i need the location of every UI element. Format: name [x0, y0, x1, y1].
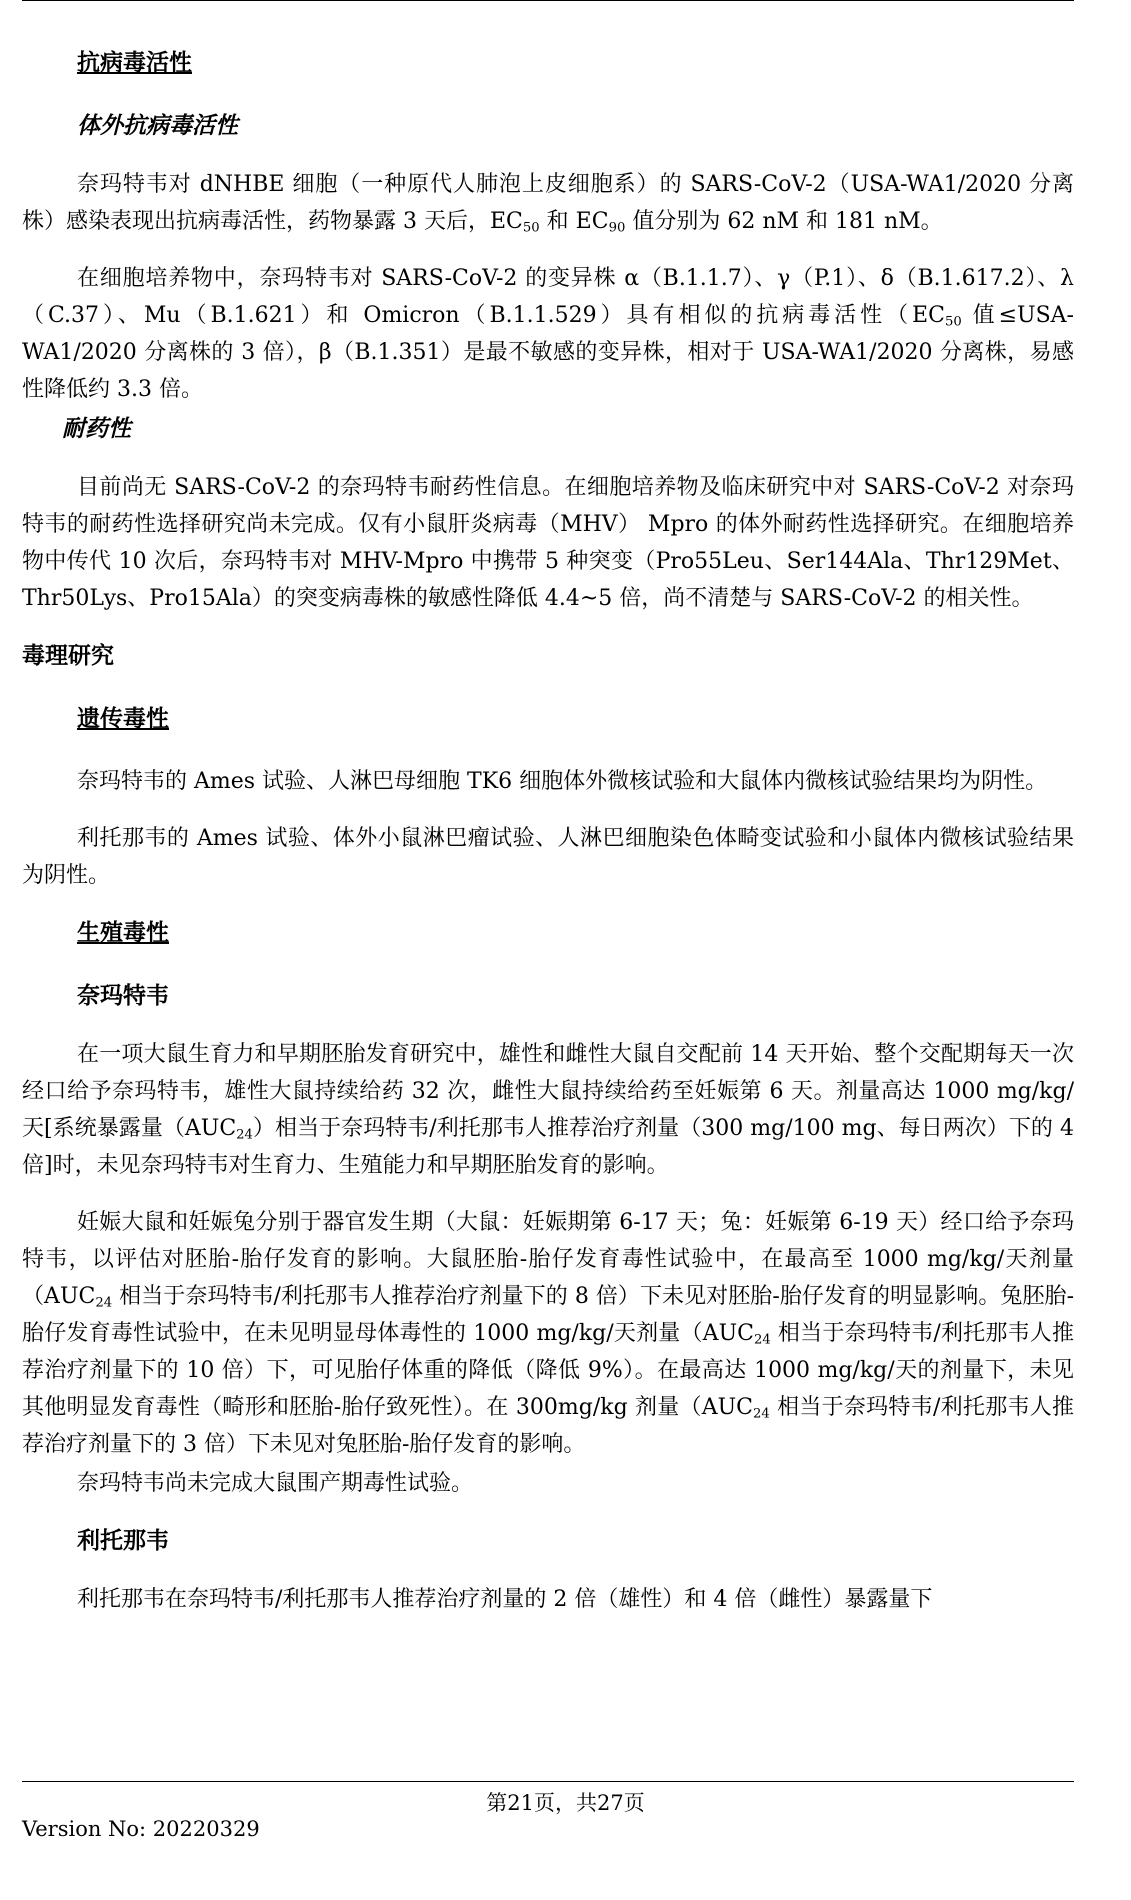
nirmatrelvir-heading: 奈玛特韦: [77, 982, 169, 1009]
paragraph-perinatal: 奈玛特韦尚未完成大鼠围产期毒性试验。: [77, 1471, 474, 1496]
document-body: [22, 44, 1074, 1638]
reproductive-toxicity-heading: 生殖毒性: [77, 919, 169, 946]
page-number: 第21页，共27页: [486, 1791, 645, 1815]
paragraph-fertility: 在一项大鼠生育力和早期胚胎发育研究中，雄性和雌性大鼠自交配前 14 天开始、整个交配期每天一次经口给予奈玛特韦，雄性大鼠持续给药 32 次，雌性大鼠持续给药至妊娠第 6 天。剂量高达 1000 mg/kg/天[系统暴露量$(AUC_{24})$相当于奈玛特韦/利托那韦人推荐治疗剂量（300 mg/100 mg、每日两次）下的 4 倍]时，未见奈玛特韦对生育力、生殖能力和早期胚胎发育的影响。: [22, 1042, 1074, 1178]
version-number: Version No: 20220329: [22, 1817, 260, 1841]
footer-rule: [22, 1781, 1074, 1782]
paragraph-ritonavir: 利托那韦在奈玛特韦/利托那韦人推荐治疗剂量的 2 倍（雄性）和 4 倍（雌性）暴露量下: [77, 1587, 933, 1612]
paragraph-variants: 在细胞培养物中，奈玛特韦对 SARS-CoV-2 的变异株 α（B.1.1.7）、γ（P.1）、δ（B.1.617.2）、λ（C.37）、Mu（B.1.621）和 Omicron（B.1.1.529）具有相似的抗病毒活性（$EC_{50}$ 值≤USA-WA1/2020 分离株的 3 倍），β（B.1.351）是最不敏感的变异株，相对于 USA-WA1/2020 分离株，易感性降低约 3.3 倍。: [22, 266, 1074, 402]
resistance-heading: 耐药性: [62, 415, 131, 442]
antiviral-heading: 抗病毒活性: [77, 49, 192, 76]
paragraph-genotox-nirmatrelvir: 奈玛特韦的 Ames 试验、人淋巴母细胞 TK6 细胞体外微核试验和大鼠体内微核试验结果均为阴性。: [77, 769, 1048, 794]
invitro-heading: 体外抗病毒活性: [77, 112, 238, 139]
genotoxicity-heading: 遗传毒性: [77, 705, 169, 732]
header-rule: [22, 0, 1074, 1]
paragraph-invitro-activity: 奈玛特韦对 dNHBE 细胞（一种原代人肺泡上皮细胞系）的 SARS-CoV-2（USA-WA1/2020 分离株）感染表现出抗病毒活性，药物暴露 3 天后，$EC_{50}$ 和 $EC_{90}$ 值分别为 62 nM 和 181 nM。: [22, 172, 1074, 236]
paragraph-embryo-fetal: 妊娠大鼠和妊娠兔分别于器官发生期（大鼠：妊娠期第 6-17 天；兔：妊娠第 6-19 天）经口给予奈玛特韦，以评估对胚胎-胎仔发育的影响。大鼠胚胎-胎仔发育毒性试验中，在最高至 1000 mg/kg/天剂量（$AUC_{24}$ 相当于奈玛特韦/利托那韦人推荐治疗剂量下的 8 倍）下未见对胚胎-胎仔发育的明显影响。兔胚胎-胎仔发育毒性试验中，在未见明显母体毒性的 1000 mg/kg/天剂量（$AUC_{24}$ 相当于奈玛特韦/利托那韦人推荐治疗剂量下的 10 倍）下，可见胎仔体重的降低（降低 9%）。在最高达 1000 mg/kg/天的剂量下，未见其他明显发育毒性（畸形和胚胎-胎仔致死性）。在 300mg/kg 剂量（$AUC_{24}$ 相当于奈玛特韦/利托那韦人推荐治疗剂量下的 3 倍）下未见对兔胚胎-胎仔发育的影响。: [22, 1210, 1075, 1457]
paragraph-resistance: 目前尚无 SARS-CoV-2 的奈玛特韦耐药性信息。在细胞培养物及临床研究中对 SARS-CoV-2 对奈玛特韦的耐药性选择研究尚未完成。仅有小鼠肝炎病毒（MHV） Mpro 的体外耐药性选择研究。在细胞培养物中传代 10 次后，奈玛特韦对 MHV-Mpro 中携带 5 种突变（Pro55Leu、Ser144Ala、Thr129Met、Thr50Lys、Pro15Ala）的突变病毒株的敏感性降低 4.4~5 倍，尚不清楚与 SARS-CoV-2 的相关性。: [22, 475, 1074, 611]
paragraph-genotox-ritonavir: 利托那韦的 Ames 试验、体外小鼠淋巴瘤试验、人淋巴细胞染色体畸变试验和小鼠体内微核试验结果为阴性。: [22, 826, 1074, 888]
ritonavir-heading: 利托那韦: [77, 1527, 169, 1554]
toxicology-heading: 毒理研究: [22, 642, 114, 669]
